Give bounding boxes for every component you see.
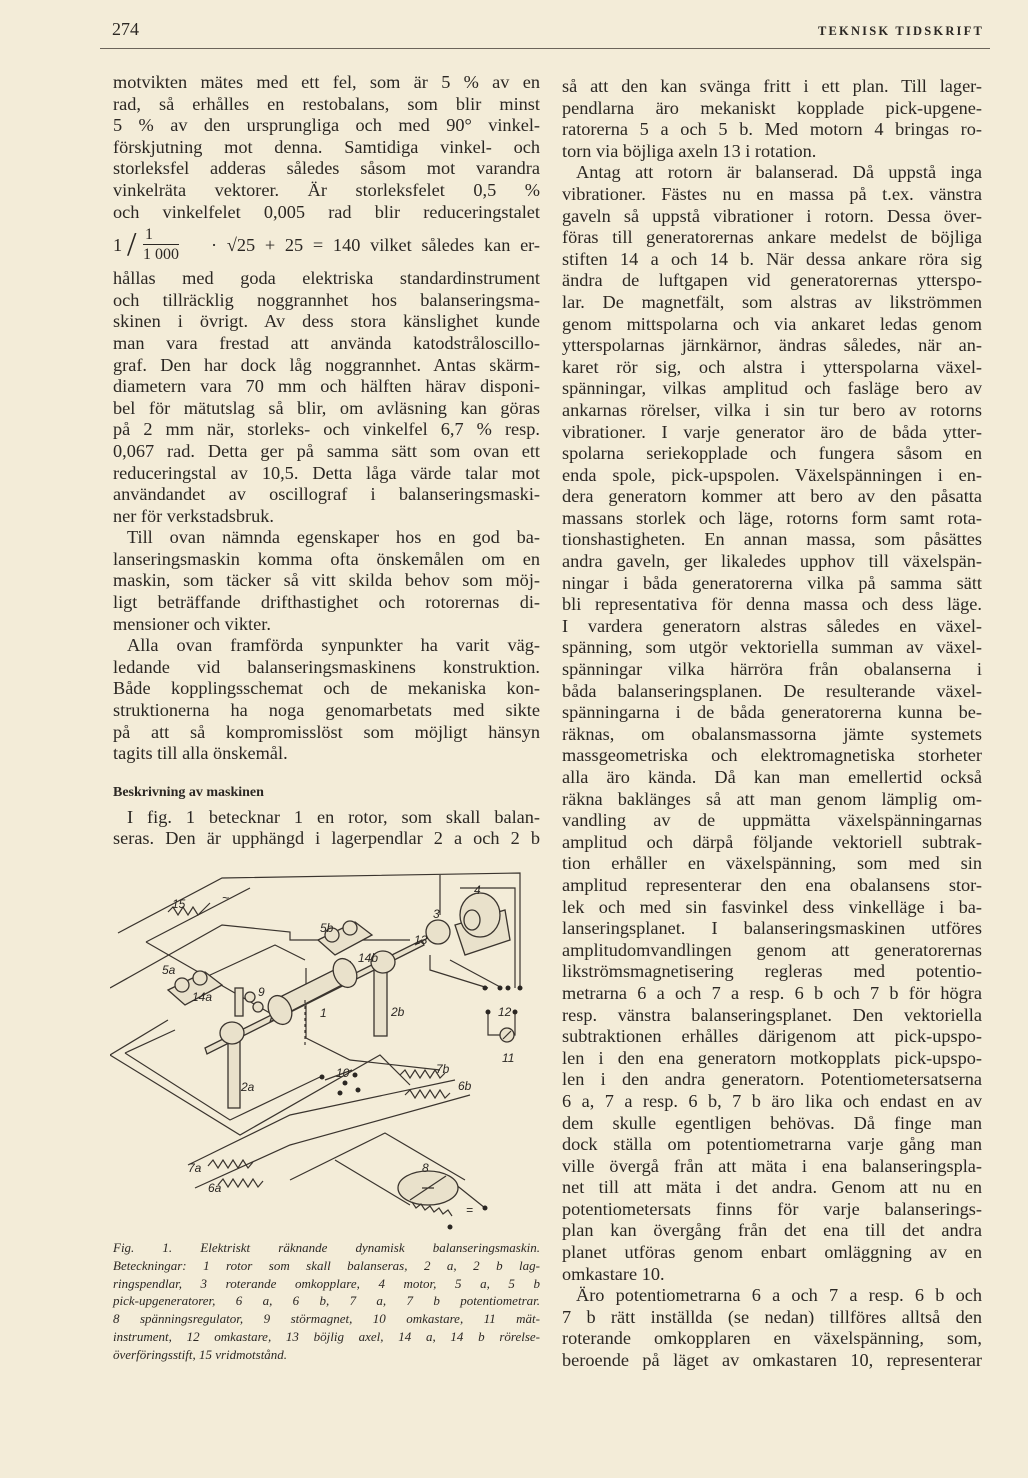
text-line: skinen i övrigt. Av dess stora känslighet kunde: [113, 311, 540, 332]
paragraph: [113, 72, 540, 223]
caption-line: Fig. 1. Elektriskt räknande dynamisk balanseringsmaskin.: [113, 1240, 540, 1255]
text-line: amplitud och därpå följande vektoriell subtrak-: [562, 831, 982, 852]
text-line: plan kan övergång från det ena till det andra: [562, 1220, 982, 1241]
figure-label: 7b: [436, 1062, 450, 1076]
text-line: ratorerna 5 a och 5 b. Med motorn 4 bringas ro-: [562, 119, 982, 140]
text-line: amplitudomvandlingen genom att generatorernas: [562, 939, 982, 960]
text-line: Alla ovan framförda synpunkter ha varit väg-: [127, 635, 540, 656]
figure-label: ~: [222, 891, 230, 905]
text-line: I vardera generatorn alstras således en växel-: [562, 615, 982, 636]
text-line: motvikten mätes med ett fel, som är 5 % av en: [113, 72, 540, 92]
text-line: reduceringstal av 10,5. Detta låga värde talar mot: [113, 462, 540, 483]
text-line: lanseringsmaskin komma ofta önskemålen om en: [113, 548, 540, 569]
text-line: man vara frestad att använda katodstråloscillo-: [113, 332, 540, 353]
figure-label: 6b: [458, 1079, 472, 1093]
figure-label: 10: [336, 1066, 350, 1080]
text-line: och tillräcklig noggrannhet hos balanseringsma-: [113, 289, 540, 310]
voltage-regulator: [398, 1171, 488, 1230]
text-line: på 2 mm när, storleks- och vinkelfel 6,7 % resp.: [113, 419, 540, 440]
text-line: planet utföras genom enbart omläggning av en: [562, 1242, 982, 1263]
text-line: ville övergå från att mäta i ena balanseringspla-: [562, 1155, 982, 1176]
text-line: genom mittspolarna och via ankaret ledas genom: [562, 313, 982, 334]
caption-line: 8 spänningsregulator, 9 störmagnet, 10 omkastare, 11 mät-: [113, 1311, 540, 1327]
paragraph: [562, 162, 982, 1285]
text-line: vinkelräta vektorer. Är storleksfelet 0,5 %: [113, 179, 540, 200]
wiring: [110, 873, 520, 1208]
text-line: resp. vänstra balanseringsplanet. Den vektoriella: [562, 1004, 982, 1025]
formula-slash: /: [127, 226, 137, 264]
text-line: potentiometersats finns för varje balanserings-: [562, 1198, 982, 1219]
left-column: [113, 72, 540, 850]
formula-lead: 1: [113, 235, 123, 256]
text-line: I fig. 1 betecknar 1 en rotor, som skall balan-: [127, 806, 540, 827]
text-line: ändra de luftgapen vid generatorernas ytterspo-: [562, 270, 982, 291]
text-line: rad, så erhålles en restobalans, som blir minst: [113, 93, 540, 114]
text-line: pendlarna äro mekaniskt kopplade pick-upgene-: [562, 97, 982, 118]
paragraph: [562, 76, 982, 162]
figure-label: 5a: [162, 963, 176, 977]
text-line: båda balanseringsplanen. De resulterande växel-: [562, 680, 982, 701]
text-line: Äro potentiometrarna 6 a och 7 a resp. 6 b och: [576, 1285, 982, 1306]
paragraph: [113, 807, 540, 850]
text-line: stiften 14 a och 14 b. När dessa ankare röra sig: [562, 248, 982, 269]
text-line: Antag att rotorn är balanserad. Då uppstå inga: [576, 162, 982, 183]
text-line: tagits till alla önskemål.: [113, 743, 288, 764]
text-line: på att så kompromisslöst som möjligt hänsyn: [113, 721, 540, 742]
figure-label: 14b: [358, 951, 379, 965]
text-line: graf. Den har dock låg noggrannhet. Antas skärm-: [113, 354, 540, 375]
text-line: 0,067 rad. Detta ger på samma sätt som ovan ett: [113, 440, 540, 461]
paragraph: [113, 527, 540, 635]
caption-line: överföringsstift, 15 vridmotstånd.: [113, 1346, 288, 1362]
text-line: likströmsmagnetisering regleras med potentio-: [562, 961, 982, 982]
formula-denominator: 1 000: [143, 246, 179, 264]
text-line: massans storlek och läge, rotorns form samt rota-: [562, 507, 982, 528]
figure-label: 2a: [241, 1080, 255, 1094]
text-line: Både kopplingsschemat och de mekaniska kon-: [113, 678, 540, 699]
text-line: räknas, om obalansmassorna jämte systemets: [562, 723, 982, 744]
text-line: andra gaveln, ger likaledes upphov till växelspän-: [562, 551, 982, 572]
section-heading: Beskrivning av maskinen: [113, 784, 264, 800]
page-number: 274: [112, 19, 139, 39]
figure-label: 8: [422, 1161, 429, 1175]
figure-label: 2b: [391, 1005, 405, 1019]
text-line: storleksfel adderas således såsom mot varandra: [113, 158, 540, 179]
header-rule: [100, 48, 990, 49]
figure-caption: [113, 1239, 540, 1364]
text-line: diametern vara 70 mm och hälften härav disponi-: [113, 376, 540, 397]
text-line: vandling av de uppmätta växelspänningarnas: [562, 810, 982, 831]
text-line: tion erhåller en växelspänning, som med sin: [562, 853, 982, 874]
text-line: bli representativa för denna massa och dess läge.: [562, 594, 982, 615]
motor-and-switch: [415, 893, 510, 955]
formula-fraction: [143, 225, 179, 264]
text-line: 7 b rätt inställda (se nedan) tillföres alltså den: [562, 1306, 982, 1327]
figure-label: 12: [498, 1005, 512, 1019]
text-line: bel för mätutslag så blir, om avläsning kan göras: [113, 397, 540, 418]
text-line: ledande vid balanseringsmaskinens konstruktion.: [113, 656, 540, 677]
figure-label: 15: [172, 897, 186, 911]
text-line: ligt beträffande drifthastighet och rotorernas di-: [113, 592, 540, 613]
balancing-machine-schematic: [110, 870, 540, 1230]
text-line: 6 a, 7 a resp. 6 b, 7 b äro lika och endast en av: [562, 1090, 982, 1111]
figure-label: 7a: [188, 1161, 202, 1175]
text-line: subtraktionen erhålles därigenom att pick-upspo-: [562, 1026, 982, 1047]
text-line: massgeometriska och elektromagnetiska storheter: [562, 745, 982, 766]
figure-label: 1: [320, 1006, 327, 1020]
paragraph: [113, 635, 540, 765]
text-line: net till att mäta i det andra. Genom att nu en: [562, 1177, 982, 1198]
figure-label: 14a: [192, 990, 213, 1004]
text-line: Till ovan nämnda egenskaper hos en god ba-: [127, 527, 540, 548]
text-line: gaveln så uppstå vibrationer i rotorn. Dessa över-: [562, 205, 982, 226]
text-line: spänning, som utgör vektoriella summan av växel-: [562, 637, 982, 658]
formula-rest: · √25 + 25 = 140 vilket således kan er-: [211, 235, 540, 256]
text-line: karet rör sig, och alstra i ytterspolarna växel-: [562, 356, 982, 377]
text-line: spänningarna i de båda generatorerna kunna be-: [562, 702, 982, 723]
text-line: torn via böjliga axeln 13 i rotation.: [562, 140, 817, 161]
figure-label: 11: [502, 1051, 515, 1065]
right-column: [562, 76, 982, 1372]
text-line: omkastare 10.: [562, 1263, 665, 1284]
text-line: len i den andra generatorn. Potentiometersatserna: [562, 1069, 982, 1090]
text-line: alla äro kända. Då kan man emellertid också: [562, 767, 982, 787]
text-line: enda spole, pick-upspolen. Växelspänningen i en-: [562, 464, 982, 485]
figure-label: =: [466, 1203, 474, 1217]
journal-title: TEKNISK TIDSKRIFT: [817, 24, 984, 38]
text-line: beroende på läget av omkastaren 10, representerar: [562, 1350, 982, 1371]
figure-label: 9: [258, 985, 265, 999]
text-line: ningar i båda generatorerna vilka på samma sätt: [562, 572, 982, 593]
figure-label: 5b: [320, 921, 334, 935]
caption-line: instrument, 12 omkastare, 13 böjlig axel, 14 a, 14 b rörelse-: [113, 1328, 540, 1344]
caption-line: Beteckningar: 1 rotor som skall balanseras, 2 a, 2 b lag-: [113, 1257, 540, 1273]
text-line: roterande omkopplaren en växelspänning, som,: [562, 1328, 982, 1349]
text-line: ankarnas rörelser, vilka i sin tur bero av rotorns: [562, 399, 982, 420]
paragraph: [562, 1285, 982, 1371]
text-line: vibrationer. Fästes nu en massa på t.ex. vänstra: [562, 183, 982, 204]
text-line: tionshastigheten. En annan massa, som påsättes: [562, 529, 982, 550]
text-line: spänningar vilka härröra från obalanserna i: [562, 659, 982, 680]
paragraph: [113, 268, 540, 527]
text-line: 5 % av den ursprungliga och med 90° vinkel-: [113, 115, 540, 136]
figure-label: 4: [474, 883, 481, 897]
text-line: lar. De magnetfält, som alstras av likströmmen: [562, 291, 982, 312]
text-line: vibrationer. I varje generator äro de båda ytter-: [562, 421, 982, 442]
text-line: förskjutning mot denna. Samtidiga vinkel- och: [113, 136, 540, 157]
text-line: räkna baklänges så att man genom lämplig om-: [562, 788, 982, 809]
text-line: hållas med goda elektriska standardinstrument: [113, 268, 540, 289]
text-line: lanseringsplanet. I balanseringsmaskinen utföres: [562, 918, 982, 939]
text-line: mensioner och vikter.: [113, 613, 271, 634]
text-line: dem skulle egentligen behövas. Då finge man: [562, 1112, 982, 1133]
figure-label: 3: [433, 907, 440, 921]
text-line: maskin, som täcker så vitt skilda behov som möj-: [113, 570, 540, 591]
text-line: ner för verkstadsbruk.: [113, 505, 274, 526]
text-line: användandet av oscillograf i balanseringsmaski-: [113, 484, 540, 505]
caption-line: pick-upgeneratorer, 6 a, 6 b, 7 a, 7 b potentiometrar.: [113, 1293, 540, 1309]
text-line: lek och med sin fasvinkel dess vinkelläge i ba-: [562, 896, 982, 917]
formula-numerator: 1: [143, 225, 179, 245]
text-line: ytterspolarnas järnkärnor, ändras således, när an-: [562, 335, 982, 356]
text-line: dera generatorn kommer att bero av den påsatta: [562, 486, 982, 507]
figure-label: 13: [414, 933, 428, 947]
text-line: föras till generatorernas ankare medelst de böjliga: [562, 227, 982, 248]
text-line: metrarna 6 a och 7 a resp. 6 b och 7 b för högra: [562, 982, 982, 1003]
figure-label: 6a: [208, 1181, 222, 1195]
figure-1-diagram: [110, 870, 540, 1230]
text-line: spolarna seriekopplade och fungera såsom en: [562, 443, 982, 464]
text-line: struktionerna ha noga genomarbetats med sikte: [113, 700, 540, 721]
text-line: och vinkelfelet 0,005 rad blir reduceringstalet: [113, 201, 540, 222]
text-line: len i den ena generatorn motkopplats pick-upspo-: [562, 1047, 982, 1068]
text-line: seras. Den är upphängd i lagerpendlar 2 a och 2 b: [113, 828, 540, 849]
text-line: amplitud representerar den ena obalansens stor-: [562, 874, 982, 895]
text-line: spänningar, vilkas amplitud och fasläge bero av: [562, 378, 982, 399]
formula-line: [113, 223, 540, 268]
text-line: dock ställa om potentiometrarna varje gång man: [562, 1134, 982, 1155]
text-line: så att den kan svänga fritt i ett plan. Till lager-: [562, 76, 982, 96]
terminals-and-meter: [320, 986, 523, 1096]
caption-line: ringspendlar, 3 roterande omkopplare, 4 motor, 5 a, 5 b: [113, 1275, 540, 1291]
